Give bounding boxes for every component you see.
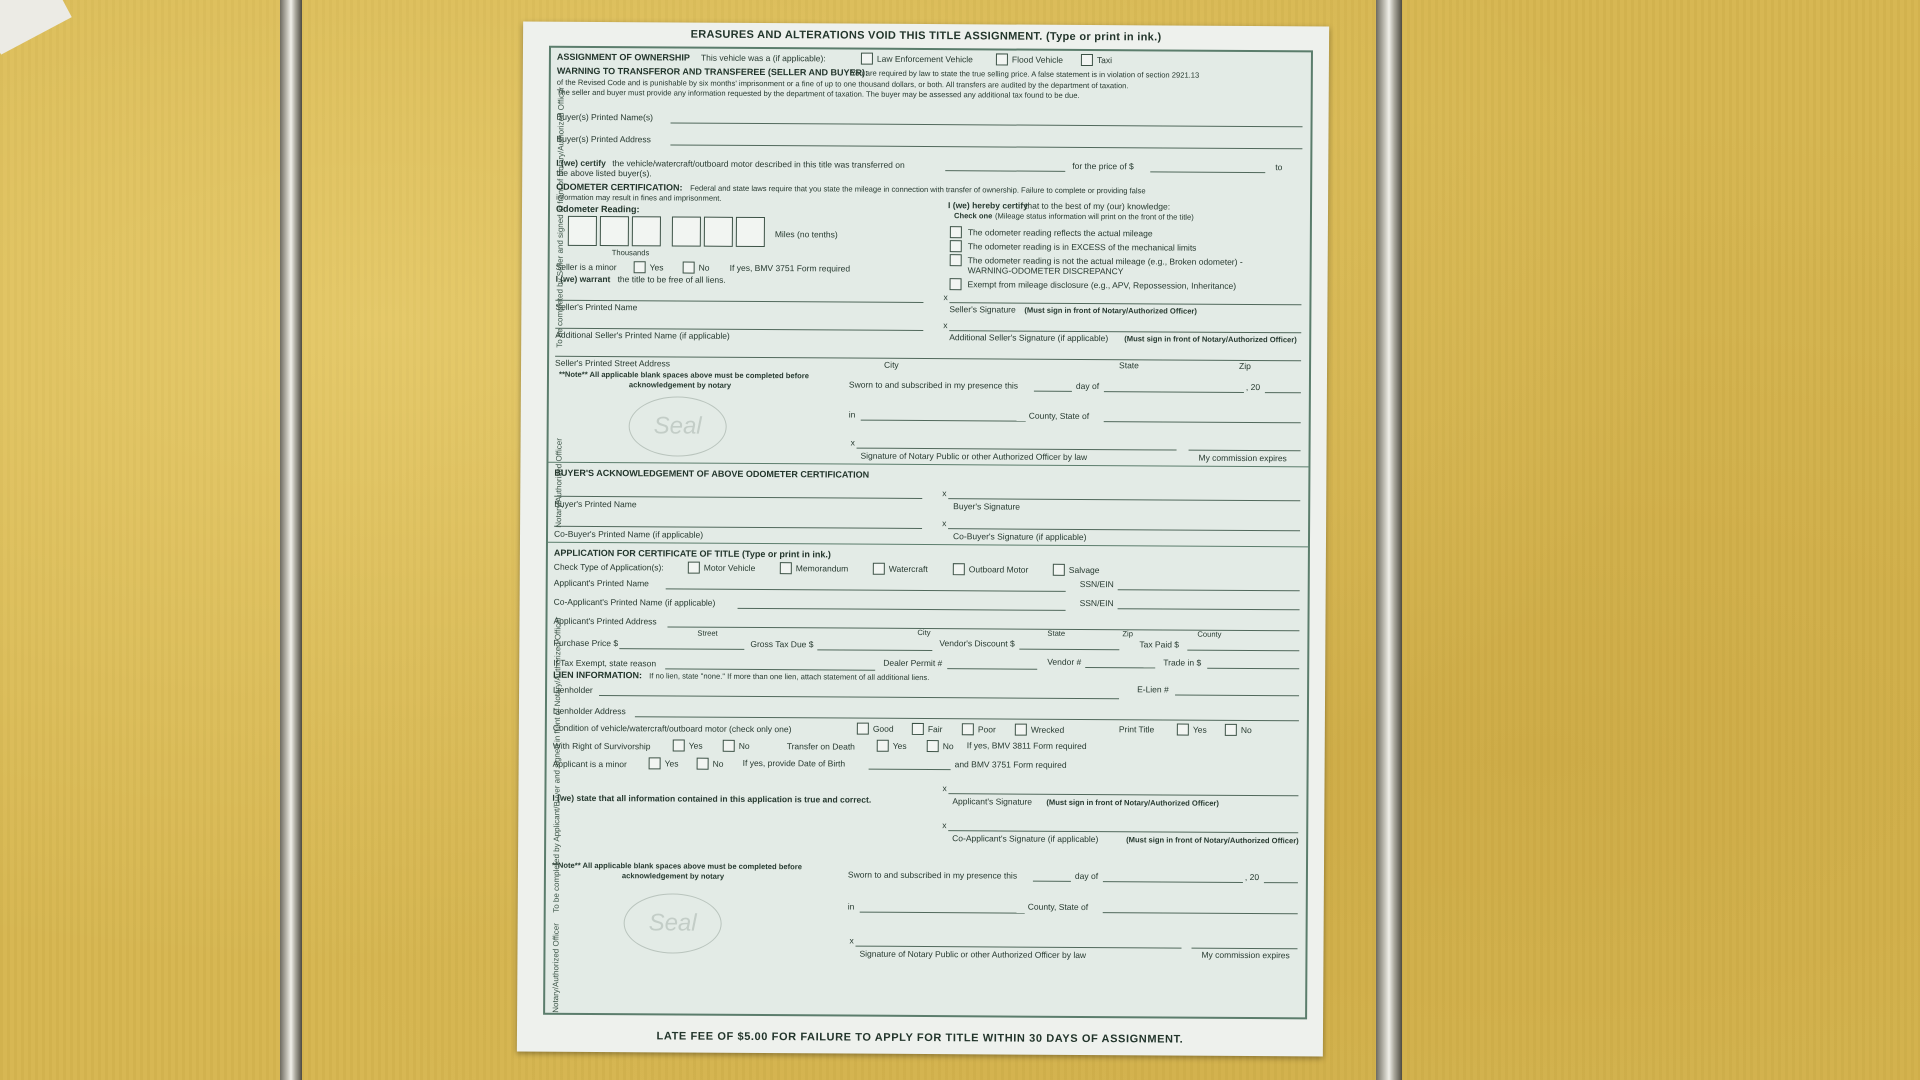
checkbox-print-title-no[interactable] — [1225, 724, 1237, 736]
vendor-discount-field[interactable] — [1019, 649, 1119, 651]
odometer-digit-1[interactable] — [568, 216, 597, 246]
thousands-label: Thousands — [611, 248, 650, 258]
seller-sig-x: x — [943, 292, 948, 303]
co-applicant-signature-label: Co-Applicant's Signature (if applicable) — [952, 833, 1099, 845]
discrepancy-warning: WARNING-ODOMETER DISCREPANCY — [967, 265, 1124, 277]
survivorship-no-label: No — [738, 740, 750, 751]
buyer-name-label: Buyer(s) Printed Name(s) — [556, 111, 653, 123]
notary1-sworn-label: Sworn to and subscribed in my presence this — [848, 379, 1019, 391]
type-salvage-label: Salvage — [1068, 564, 1100, 576]
notary2-day-of-label: day of — [1074, 870, 1099, 882]
checkbox-type-motor-vehicle[interactable] — [688, 562, 700, 574]
bmv3751-note: If yes, BMV 3751 Form required — [729, 262, 851, 274]
checkbox-exempt[interactable] — [950, 278, 962, 290]
odometer-heading: ODOMETER CERTIFICATION: — [556, 181, 683, 193]
applicant-ssn-label: SSN/EIN — [1079, 578, 1114, 590]
application-heading: APPLICATION FOR CERTIFICATE OF TITLE (Type or print in ink.) — [553, 547, 831, 560]
dob-field[interactable] — [869, 769, 951, 771]
applicant-name-field[interactable] — [666, 588, 1066, 591]
transfer-date-field[interactable] — [945, 170, 1065, 172]
checkbox-condition-poor[interactable] — [962, 723, 974, 735]
notary2-sworn-label: Sworn to and subscribed in my presence this — [847, 869, 1018, 881]
warning-line-2: of the Revised Code and is punishable by six months' imprisonment or a fine of up to one thousand dollars, or both. All transfers are audited by the department of taxation. — [556, 77, 1129, 91]
price-field[interactable] — [1150, 171, 1265, 173]
notary2-year-field[interactable] — [1264, 882, 1298, 883]
title-assignment-form — [517, 22, 1329, 1057]
checkbox-law-enforcement[interactable] — [861, 53, 873, 65]
notary2-in-label: in — [847, 901, 855, 912]
lienholder-field[interactable] — [599, 695, 1119, 699]
address-state-label: State — [1047, 628, 1066, 638]
notary1-sig-x: x — [850, 437, 855, 448]
co-applicant-ssn-label: SSN/EIN — [1079, 597, 1114, 609]
applicant-name-label: Applicant's Printed Name — [553, 577, 649, 589]
left-metal-rail — [280, 0, 302, 1080]
price-label: for the price of $ — [1072, 160, 1134, 172]
hereby-bold: I (we) hereby certify — [948, 200, 1028, 211]
survivorship-yes-label: Yes — [688, 740, 703, 751]
notary2-day-field[interactable] — [1033, 881, 1071, 882]
exempt-label: Exempt from mileage disclosure (e.g., APV, Repossession, Inheritance) — [967, 279, 1237, 291]
notary1-signature-label: Signature of Notary Public or other Authorized Officer by law — [860, 450, 1088, 463]
notary1-year-field[interactable] — [1265, 392, 1301, 393]
side-label-notary-2: Notary/Authorized Officer — [551, 923, 561, 1013]
actual-mileage-label: The odometer reading reflects the actual mileage — [967, 227, 1153, 239]
checkbox-condition-wrecked[interactable] — [1015, 724, 1027, 736]
co-applicant-sig-x: x — [942, 820, 947, 831]
co-applicant-name-label: Co-Applicant's Printed Name (if applicable) — [553, 596, 716, 608]
checkbox-type-watercraft[interactable] — [873, 563, 885, 575]
seller-signature-label: Seller's Signature — [949, 304, 1016, 315]
vendor-discount-label: Vendor's Discount $ — [939, 638, 1015, 649]
gross-tax-label: Gross Tax Due $ — [750, 638, 814, 650]
additional-seller-sig-x: x — [943, 320, 948, 331]
type-motor-vehicle-label: Motor Vehicle — [703, 562, 756, 573]
purchase-price-label: Purchase Price $ — [553, 637, 619, 649]
tax-paid-label: Tax Paid $ — [1139, 639, 1180, 650]
form-header: ERASURES AND ALTERATIONS VOID THIS TITLE ASSIGNMENT. (Type or print in ink.) — [690, 28, 1162, 44]
checkbox-taxi[interactable] — [1081, 54, 1093, 66]
notary2-year-label: , 20 — [1244, 871, 1260, 883]
applicant-minor-no-label: No — [712, 758, 724, 769]
notary2-month-field[interactable] — [1103, 881, 1243, 883]
type-watercraft-label: Watercraft — [888, 563, 928, 575]
seller-minor-label: Seller is a minor — [555, 261, 617, 273]
notary1-day-field[interactable] — [1034, 391, 1072, 392]
above-buyer-text: the above listed buyer(s). — [556, 167, 652, 179]
odometer-digit-4[interactable] — [672, 216, 701, 246]
side-label-applicant: To be completed by Applicant/Buyer and signed in front of Notary/Authorized Officer — [551, 616, 563, 913]
co-buyer-signature-label: Co-Buyer's Signature (if applicable) — [952, 531, 1087, 542]
trade-in-label: Trade in $ — [1163, 657, 1202, 668]
application-statement: I (we) state that all information contained in this application is true and correct. — [552, 792, 872, 805]
applicant-minor-label: Applicant is a minor — [552, 758, 627, 770]
check-one-note: (Mileage status information will print on the front of the title) — [994, 211, 1194, 222]
seller-minor-no-label: No — [698, 262, 710, 273]
buyer-sig-x: x — [942, 488, 947, 499]
tod-no-label: No — [942, 741, 954, 752]
notary2-signature-label: Signature of Notary Public or other Authorized Officer by law — [859, 948, 1087, 961]
vendor-no-field[interactable] — [1085, 667, 1155, 668]
trade-in-field[interactable] — [1207, 668, 1299, 670]
divider-buyer-ack — [548, 462, 1308, 468]
checkbox-tod-no[interactable] — [927, 740, 939, 752]
type-outboard-label: Outboard Motor — [968, 564, 1029, 575]
form-body — [543, 46, 1313, 1020]
notary1-year-label: , 20 — [1245, 381, 1261, 393]
elien-label: E-Lien # — [1137, 684, 1169, 695]
notary1-month-field[interactable] — [1104, 391, 1244, 393]
checkbox-print-title-yes[interactable] — [1177, 724, 1189, 736]
certify-bold: I (we) certify — [556, 157, 606, 169]
to-label: to — [1275, 162, 1283, 173]
condition-label: Condition of vehicle/watercraft/outboard motor (check only one) — [552, 722, 792, 735]
condition-wrecked-label: Wrecked — [1030, 724, 1065, 735]
address-city-label: City — [917, 627, 931, 638]
notary2-county-label: County, State of — [1027, 901, 1089, 913]
additional-seller-name-label: Additional Seller's Printed Name (if applicable) — [555, 329, 730, 341]
exempt-reason-label: If Tax Exempt, state reason — [553, 657, 657, 669]
notary2-state-field[interactable] — [1103, 912, 1298, 914]
applicant-signature-note: (Must sign in front of Notary/Authorized Officer) — [1046, 797, 1219, 808]
notary1-note-2: acknowledgement by notary — [628, 380, 732, 390]
seller-name-label: Seller's Printed Name — [555, 301, 638, 313]
address-zip-label: Zip — [1122, 629, 1134, 639]
warning-line-1: You are required by law to state the true selling price. A false statement is in violation of section 2921.13 — [850, 68, 1200, 80]
hereby-text: that to the best of my (our) knowledge: — [1025, 200, 1171, 212]
notary1-seal: Seal — [629, 396, 727, 457]
notary1-county-label: County, State of — [1028, 410, 1090, 422]
notary1-county-field[interactable] — [861, 420, 1026, 422]
tod-label: Transfer on Death — [786, 741, 855, 752]
buyer-address-field[interactable] — [670, 144, 1302, 149]
odometer-text-1: Federal and state laws require that you state the mileage in connection with transfer of ownership. Failure to complete or providing false — [690, 183, 1146, 196]
seller-minor-yes-label: Yes — [649, 262, 664, 273]
vehicle-was-label: This vehicle was a (if applicable): — [700, 52, 826, 64]
print-title-yes-label: Yes — [1192, 724, 1207, 735]
applicant-sig-x: x — [942, 783, 947, 794]
taxi-label: Taxi — [1096, 55, 1113, 66]
odometer-digit-2[interactable] — [600, 216, 629, 246]
checkbox-condition-good[interactable] — [857, 723, 869, 735]
odometer-digit-6[interactable] — [736, 217, 765, 247]
survivorship-label: With Right of Survivorship — [552, 740, 651, 752]
vendor-no-label: Vendor # — [1047, 656, 1082, 667]
warrant-bold: I (we) warrant — [555, 273, 611, 285]
applicant-signature-label: Applicant's Signature — [952, 796, 1033, 807]
dob-label: If yes, provide Date of Birth — [742, 757, 846, 769]
condition-poor-label: Poor — [977, 724, 996, 735]
checkbox-seller-minor-yes[interactable] — [634, 261, 646, 273]
assignment-heading: ASSIGNMENT OF OWNERSHIP — [556, 51, 690, 63]
odometer-text-2: information may result in fines and imprisonment. — [556, 192, 722, 203]
side-label-seller: To be completed by Seller and signed in front of Notary/Authorized Officer — [555, 86, 566, 348]
checkbox-type-memorandum[interactable] — [780, 562, 792, 574]
checkbox-survivorship-no[interactable] — [723, 740, 735, 752]
condition-fair-label: Fair — [927, 724, 943, 735]
right-metal-rail — [1376, 0, 1402, 1080]
applicant-minor-yes-label: Yes — [664, 758, 679, 769]
buyer-address-label: Buyer(s) Printed Address — [556, 133, 651, 145]
warrant-text: the title to be free of all liens. — [617, 274, 726, 285]
notary1-commission-label: My commission expires — [1198, 452, 1287, 464]
warning-line-3: The seller and buyer must provide any information requested by the department of taxation. The buyer may be assessed any additional tax found to be due. — [556, 87, 1080, 100]
warning-heading: WARNING TO TRANSFEROR AND TRANSFEREE (SELLER AND BUYER): — [556, 65, 869, 78]
notary1-state-field[interactable] — [1104, 421, 1301, 423]
checkbox-excess[interactable] — [950, 240, 962, 252]
buyer-name-field[interactable] — [671, 122, 1303, 127]
buyer-ack-heading: BUYER'S ACKNOWLEDGEMENT OF ABOVE ODOMETER CERTIFICATION — [554, 467, 870, 480]
notary2-note-1: **Note** All applicable blank spaces above must be completed before — [551, 860, 802, 872]
odometer-reading-label: Odometer Reading: — [555, 203, 640, 215]
side-label-notary-1: Notary/Authorized Officer — [554, 438, 564, 528]
check-type-label: Check Type of Application(s): — [553, 561, 664, 573]
checkbox-seller-minor-no[interactable] — [683, 262, 695, 274]
checkbox-not-actual[interactable] — [950, 254, 962, 266]
lienholder-address-label: Lienholder Address — [552, 705, 626, 717]
co-applicant-name-field[interactable] — [738, 608, 1066, 611]
checkbox-condition-fair[interactable] — [912, 723, 924, 735]
notary2-commission-label: My commission expires — [1201, 949, 1290, 961]
applicant-ssn-field[interactable] — [1118, 589, 1300, 591]
additional-seller-signature-label: Additional Seller's Signature (if applicable) — [949, 332, 1109, 344]
buyer-printed-name-label: Buyer's Printed Name — [554, 498, 637, 510]
purchase-price-field[interactable] — [619, 648, 744, 650]
checkbox-applicant-minor-no[interactable] — [697, 758, 709, 770]
check-one-label: Check one — [953, 211, 993, 221]
type-memorandum-label: Memorandum — [795, 563, 849, 574]
bmv3811-note: If yes, BMV 3811 Form required — [966, 740, 1087, 752]
dob-after-label: and BMV 3751 Form required — [954, 759, 1067, 770]
seller-signature-note: (Must sign in front of Notary/Authorized Officer) — [1024, 305, 1197, 316]
checkbox-type-salvage[interactable] — [1053, 564, 1065, 576]
seller-city-label: City — [884, 359, 899, 370]
seller-state-label: State — [1119, 360, 1139, 371]
certify-text: the vehicle/watercraft/outboard motor described in this title was transferred on — [612, 158, 905, 170]
co-applicant-ssn-field[interactable] — [1118, 608, 1300, 610]
notary1-in-label: in — [848, 409, 856, 420]
lien-text: If no lien, state "none." If more than one lien, attach statement of all additional liens. — [649, 671, 930, 683]
flood-label: Flood Vehicle — [1011, 54, 1064, 65]
applicant-address-label: Applicant's Printed Address — [553, 615, 657, 627]
odometer-digit-5[interactable] — [704, 217, 733, 247]
tod-yes-label: Yes — [892, 740, 907, 751]
lienholder-label: Lienholder — [553, 684, 593, 695]
dealer-permit-label: Dealer Permit # — [883, 657, 943, 669]
lien-heading: LIEN INFORMATION: — [553, 669, 643, 681]
seller-street-label: Seller's Printed Street Address — [555, 357, 671, 369]
not-actual-label: The odometer reading is not the actual mileage (e.g., Broken odometer) - — [967, 255, 1243, 267]
notary2-seal: Seal — [623, 893, 721, 954]
notary1-day-of-label: day of — [1075, 380, 1100, 392]
notary2-county-field[interactable] — [860, 912, 1025, 914]
tax-paid-field[interactable] — [1187, 650, 1299, 652]
divider-application — [548, 542, 1308, 548]
notary1-note-1: **Note** All applicable blank spaces above must be completed before — [558, 369, 809, 381]
exempt-reason-field[interactable] — [665, 668, 875, 670]
print-title-no-label: No — [1240, 724, 1252, 736]
additional-seller-signature-note: (Must sign in front of Notary/Authorized Officer) — [1124, 334, 1297, 345]
checkbox-applicant-minor-yes[interactable] — [649, 757, 661, 769]
address-county-label: County — [1197, 629, 1222, 639]
lienholder-address-field[interactable] — [635, 716, 1299, 721]
odometer-digit-3[interactable] — [632, 216, 661, 246]
gross-tax-field[interactable] — [817, 649, 932, 651]
notary2-note-2: acknowledgement by notary — [621, 871, 725, 881]
co-buyer-sig-x: x — [942, 518, 947, 529]
miles-label: Miles (no tenths) — [774, 229, 838, 240]
seller-zip-label: Zip — [1239, 360, 1251, 371]
co-applicant-signature-note: (Must sign in front of Notary/Authorized Officer) — [1126, 835, 1299, 846]
checkbox-type-outboard[interactable] — [953, 563, 965, 575]
notary1-commission-field[interactable] — [1189, 450, 1301, 452]
co-buyer-name-label: Co-Buyer's Printed Name (if applicable) — [553, 528, 704, 540]
print-title-label: Print Title — [1118, 724, 1155, 735]
checkbox-flood[interactable] — [996, 53, 1008, 65]
checkbox-tod-yes[interactable] — [877, 740, 889, 752]
condition-good-label: Good — [872, 723, 894, 734]
law-enforcement-label: Law Enforcement Vehicle — [876, 53, 973, 65]
elien-field[interactable] — [1175, 695, 1299, 697]
checkbox-survivorship-yes[interactable] — [673, 739, 685, 751]
checkbox-actual-mileage[interactable] — [950, 226, 962, 238]
buyer-signature-label: Buyer's Signature — [953, 501, 1021, 512]
dealer-permit-field[interactable] — [947, 668, 1037, 670]
form-footer: LATE FEE OF $5.00 FOR FAILURE TO APPLY FOR TITLE WITHIN 30 DAYS OF ASSIGNMENT. — [656, 1030, 1184, 1046]
excess-label: The odometer reading is in EXCESS of the mechanical limits — [967, 241, 1197, 253]
address-street-label: Street — [697, 628, 718, 638]
notary2-sig-x: x — [849, 935, 854, 946]
